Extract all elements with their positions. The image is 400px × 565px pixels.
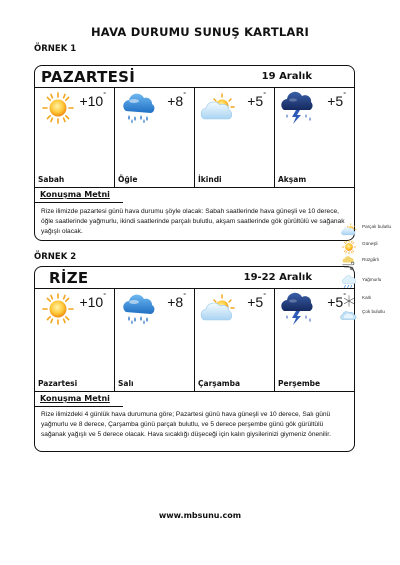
temperature: +8° <box>167 293 186 310</box>
temperature: +8° <box>167 92 186 109</box>
temperature: +10° <box>79 293 106 310</box>
legend-item: Yağmurlu <box>340 273 400 295</box>
thunderstorm-icon <box>278 91 318 125</box>
speech-title: Konuşma Metni <box>40 394 110 403</box>
forecast-column <box>115 288 195 391</box>
card-date: 19 Aralık <box>261 71 312 82</box>
sunny-icon <box>38 91 78 125</box>
legend-item: Karlı <box>340 291 400 313</box>
windy-icon <box>340 255 358 271</box>
forecast-column <box>275 87 354 187</box>
example-1-label: ÖRNEK 1 <box>34 44 77 54</box>
sunny-icon <box>38 292 78 326</box>
forecast-column <box>35 288 115 391</box>
speech-title: Konuşma Metni <box>40 190 110 199</box>
forecast-columns <box>35 87 354 187</box>
column-label: Çarşamba <box>198 379 241 388</box>
speech-text: Rize ilimizde pazartesi günü hava durumu şöyle olacak: Sabah saatlerinde hava güneşli ve 10 derece, öğle saatlerinde yağmurlu, ikindi saatlerinde parçalı bulutlu, akşam saatlerinde gök gürültülü ve sağanak yağışlı olacak. <box>41 208 345 235</box>
forecast-columns <box>35 288 354 391</box>
cloudy-icon <box>340 307 358 323</box>
rain-cloud-icon <box>118 91 158 125</box>
speech-title-underline <box>35 202 123 203</box>
legend-item: Çok bulutlu <box>340 305 400 327</box>
speech-divider <box>35 391 354 392</box>
rainy-icon <box>340 275 358 291</box>
column-label: Pazartesi <box>38 379 78 388</box>
forecast-column <box>115 87 195 187</box>
card-date: 19-22 Aralık <box>243 272 312 283</box>
forecast-column <box>35 87 115 187</box>
speech-text: Rize ilimizdeki 4 günlük hava durumuna göre; Pazartesi günü hava güneşli ve 10 derece, Salı günü yağmurlu ve 8 derece, Çarşamba günü parçalı bulutlu, ve 5 derece perşembe günü gök gürültülü sağanak yağışlı ve 5 derece olacak. Hava sıcaklığı düşeceği için kalın giysilerinizi giymeniz önenilir. <box>41 411 331 438</box>
column-label: Öğle <box>118 175 138 184</box>
legend-item: Parçalı bulutlu <box>340 220 400 242</box>
temperature: +5° <box>327 293 346 310</box>
weather-card-2 <box>34 266 355 452</box>
weather-card-1 <box>34 65 355 241</box>
speech-title-underline <box>35 406 123 407</box>
forecast-column <box>195 288 275 391</box>
column-label: İkindi <box>198 175 222 184</box>
example-2-label: ÖRNEK 2 <box>34 252 77 262</box>
temperature: +10° <box>79 92 106 109</box>
partly-cloudy-icon <box>198 292 238 326</box>
forecast-column <box>195 87 275 187</box>
legend-item: Güneşli <box>340 237 400 259</box>
column-label: Akşam <box>278 175 307 184</box>
thunderstorm-icon <box>278 292 318 326</box>
temperature: +5° <box>247 293 266 310</box>
column-label: Salı <box>118 379 134 388</box>
column-label: Sabah <box>38 175 65 184</box>
legend-item: Rüzgârlı <box>340 253 400 275</box>
page-title: HAVA DURUMU SUNUŞ KARTLARI <box>90 25 310 39</box>
temperature: +5° <box>327 92 346 109</box>
column-label: Perşembe <box>278 379 321 388</box>
card-title: PAZARTESİ <box>41 68 136 86</box>
footer-url[interactable]: www.mbsunu.com <box>158 511 242 520</box>
partly-cloudy-icon <box>340 222 358 238</box>
speech-divider <box>35 187 354 188</box>
card-title: RİZE <box>49 269 89 287</box>
rain-cloud-icon <box>118 292 158 326</box>
temperature: +5° <box>247 92 266 109</box>
partly-cloudy-icon <box>198 91 238 125</box>
